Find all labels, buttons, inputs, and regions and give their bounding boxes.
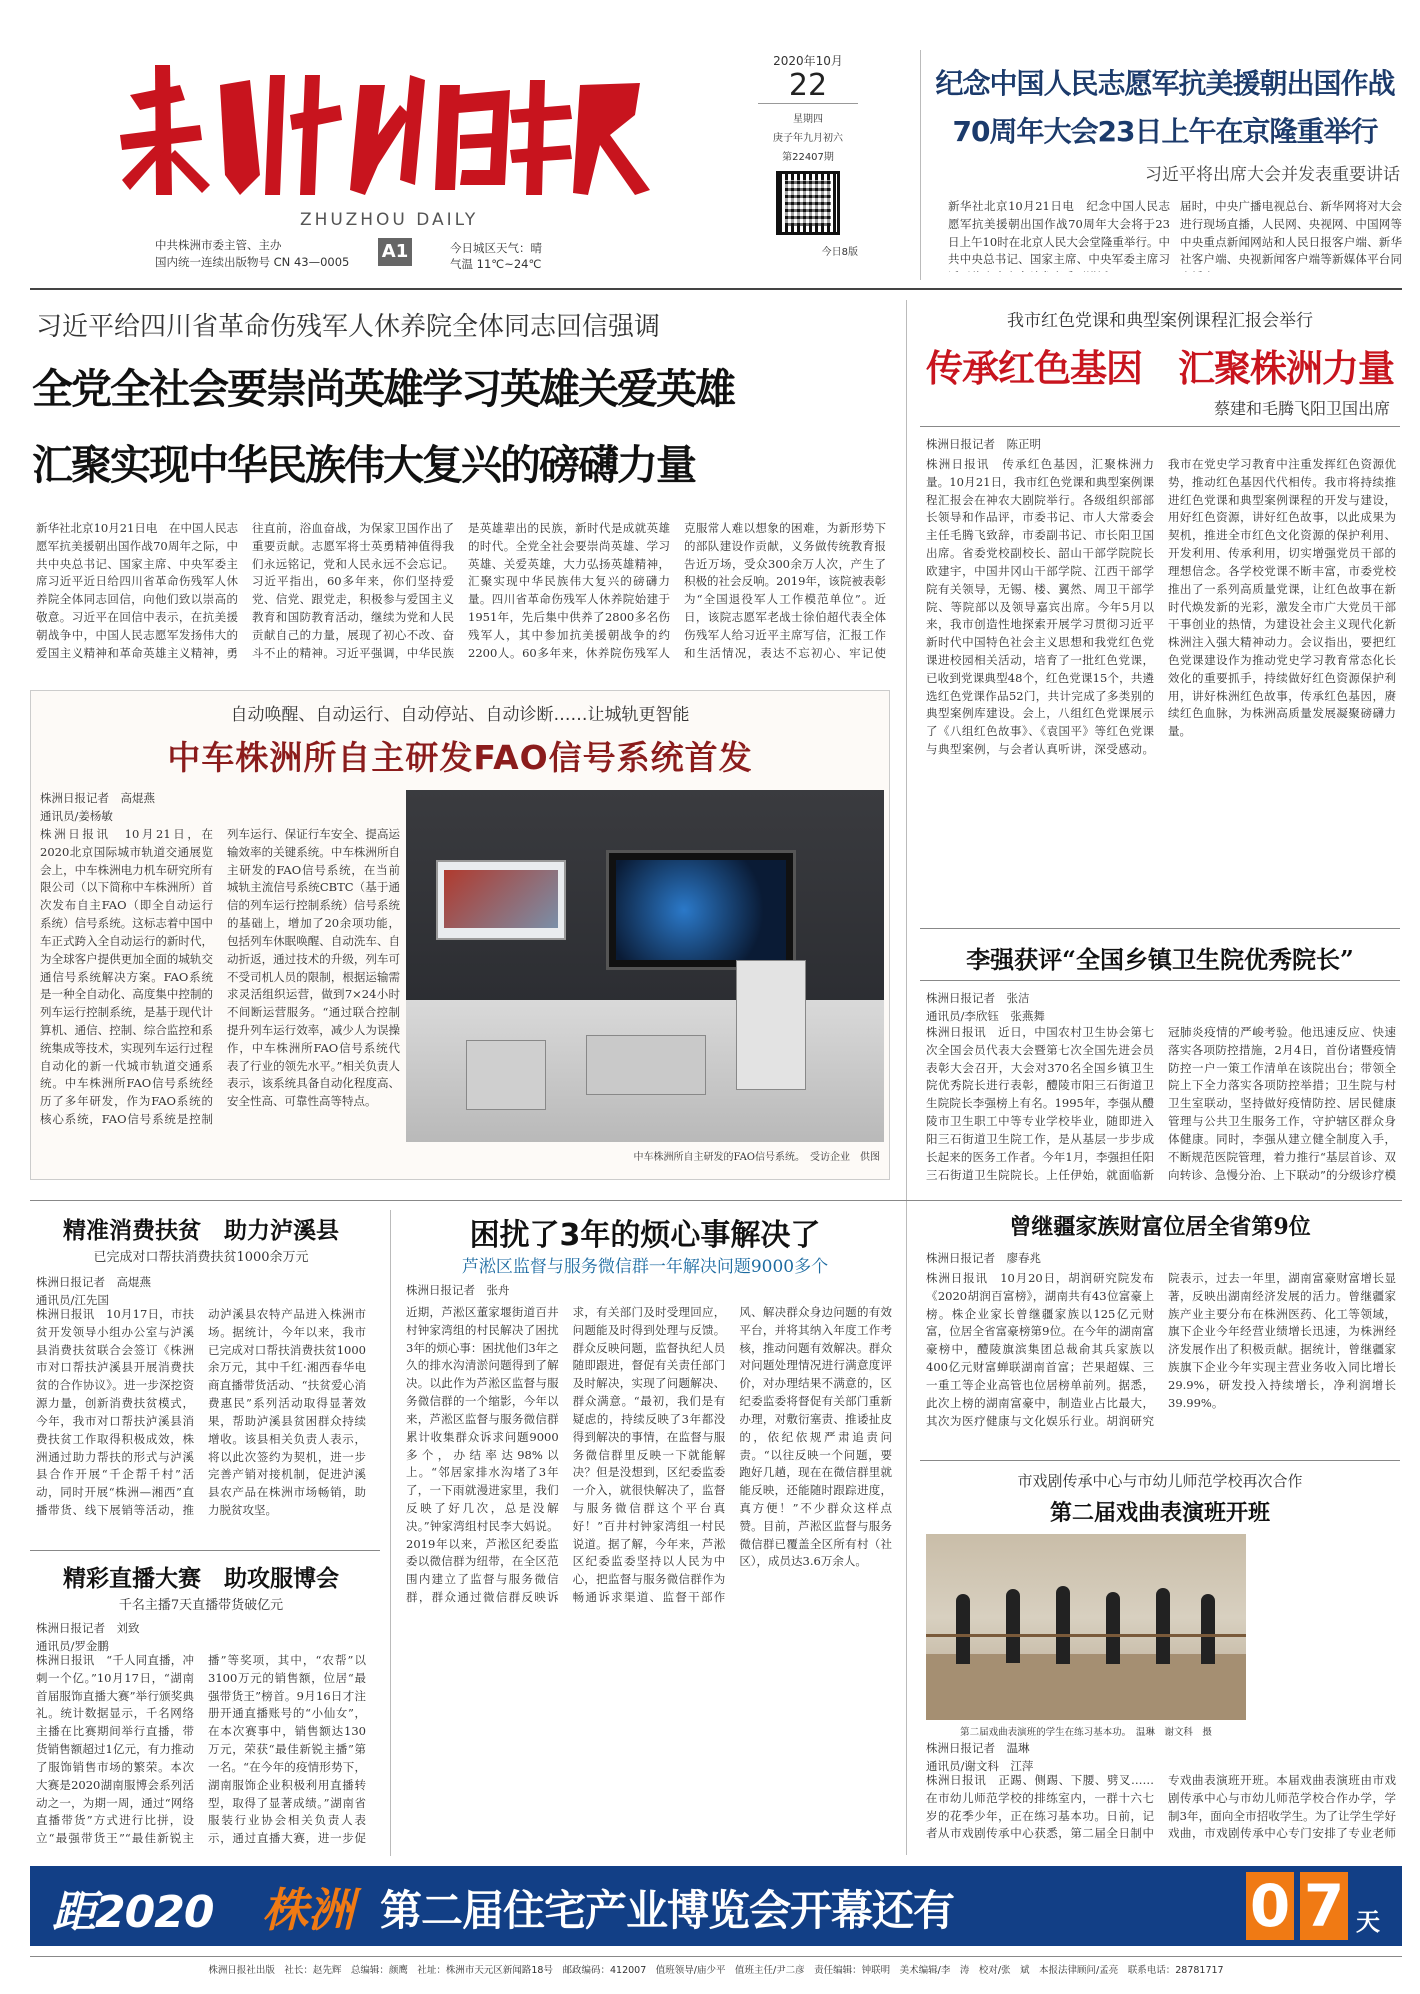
date-box xyxy=(758,52,858,272)
newspaper-logo xyxy=(110,55,670,205)
top-right-subhead: 习近平将出席大会并发表重要讲话 xyxy=(1145,165,1400,185)
party-kicker: 我市红色党课和典型案例课程汇报会举行 xyxy=(1007,311,1313,331)
weather-line-2: 气温 11℃~24℃ xyxy=(450,257,542,271)
opera-body: 株洲日报讯 正踢、侧踢、下腰、劈叉……在市幼儿师范学校的排练室内，一群十六七岁的花季少年，正在练习基本功。日前，记者从市戏剧传承中心获悉，第二届全日制中专戏曲表演班开班。本届戏曲表演班由市戏剧传承中心与市幼儿师范学校合作办学，学制3年，面向全市招收学生。为了让学生学好戏曲，市戏剧传承中心专门安排了专业老师 xyxy=(926,1773,1396,1841)
top-right-body-a: 新华社北京10月21日电 纪念中国人民志愿军抗美援朝出国作战70周年大会将于23日上午10时在北京人民大会堂隆重举行。中共中央总书记、国家主席、中央军委主席习 xyxy=(948,199,1170,267)
footer-imprint: 株洲日报社出版 社长：赵先辉 总编辑：颜鹰 社址：株洲市天元区新闻路18号 邮政编码：412007 值班领导/庙少平 值班主任/尹二彦 责任编辑：钟联明 美术编辑/李 涛 校对/张 斌 本报法律顾问/孟亮 联系电话：28781717 xyxy=(208,1965,1224,1976)
fao-headline[interactable]: 中车株洲所自主研发FAO信号系统首发 xyxy=(167,738,753,777)
fao-kicker: 自动唤醒、自动运行、自动停站、自动诊断……让城轨更智能 xyxy=(230,705,690,725)
org-line-2: 国内统一连续出版物号 CN 43—0005 xyxy=(155,255,350,269)
banner-city: 株洲 xyxy=(262,1883,354,1937)
logo-subtitle: ZHUZHOU DAILY xyxy=(300,210,479,230)
banner-prefix: 距2020 xyxy=(52,1887,214,1938)
complaint-byline: 株洲日报记者 张舟 xyxy=(406,1283,510,1297)
poverty-subhead: 已完成对口帮扶消费扶贫1000余万元 xyxy=(93,1250,309,1265)
livestream-headline[interactable]: 精彩直播大赛 助攻服博会 xyxy=(63,1565,339,1592)
doctor-body: 株洲日报讯 近日，中国农村卫生协会第七次全国会员代表大会暨第七次全国先进会员表彰大会召开，大会对370名全国乡镇卫生院优秀院长进行表彰，醴陵市阳三石街道卫生院院长李强榜上有名。1995年，李强从醴陵市卫生职工中等专业学校毕业，随即进入阳三石街道卫生院工作，是从基层一步步成长起来的医务工作者。今年1月，李强担任阳三石街道卫生院院长。上任伊始，就面临新冠肺炎疫情的严峻考验。他迅速反应、快速落实各项防控措施，2月4日，首份诸暨疫情防控一户一策工作清单在该院出台；带领全院上下全力落实各项防控举措；卫生院与村卫生室联动，坚持做好疫情防控、居民健康管理与公共卫生服务工作，守护辖区群众身体健康。同时，李强从建立健全制度入手，不断规范医院管理，着力推行“基层首诊、双向转诊、急慢分治、上下联动”的分级诊疗模 xyxy=(926,1025,1396,1182)
banner-main: 第二届住宅产业博览会开幕还有 xyxy=(380,1886,955,1935)
lead-headline-1[interactable]: 全党全社会要崇尚英雄学习英雄关爱英雄 xyxy=(32,365,734,413)
party-subhead: 蔡建和毛腾飞阳卫国出席 xyxy=(1213,399,1390,418)
wealth-body: 株洲日报讯 10月20日，胡润研究院发布《2020胡润百富榜》，湖南共有43位富豪上榜。株企业家长曾继疆家族以125亿元财富，位居全省富豪榜第9位。在今年的湖南富豪榜中，醴陵旗滨集团总裁俞其兵家族以400亿元财富蝉联湖南首富；芒果超媒、三一重工等企业高管也位居榜单前列。据悉，此次上榜的湖南富豪中，制造业占比最大，其次为医疗健康与文化娱乐行业。胡润研究院表示，过去一年里，湖南富豪财富增长显著，反映出湖南经济发展的活力。曾继疆家族产业主要分布在株洲医药、化工等领域，旗下企业今年经营业绩增长迅速，为株洲经济发展作出了积极贡献。据统计，曾继疆家族旗下企业今年实现主营业务收入同比增长29.9%，研发投入持续增长，净利润增长39.99%。 xyxy=(926,1271,1396,1428)
complaint-subhead: 芦淞区监督与服务微信群一年解决问题9000多个 xyxy=(461,1257,829,1277)
lead-kicker: 习近平给四川省革命伤残军人休养院全体同志回信强调 xyxy=(36,312,661,342)
party-body: 株洲日报讯 传承红色基因，汇聚株洲力量。10月21日，我市红色党课和典型案例课程汇报会在神农大剧院举行。各级组织部部长领导和作品评，市委书记、市人大常委会主任毛腾飞致辞，市委副书记、市长阳卫国出席。省委党校副校长、韶山干部学院院长欧建宇，中国井冈山干部学院、江西干部学院有关领导，无锡、楼、翼然、周卫干部学院、等院部以及领导嘉宾出席。今年5月以来，我市创造性地探索开展学习贯彻习近平新时代中国特色社会主义思想和我党红色党课进校园相关活动，培育了一批红色党课，已收到党课典型48个，红色党课15个，共遴选红色党课作品52门，共计完成了多类别的典型案例库建设。会上，八组红色党课展示了《八组红色故事》、《袁国平》等红色党课与典型案例，与会者认真听讲，深受感动。我市在党史学习教育中注重发挥红色资源优势，推动红色基因代代相传。我市将持续推进红色党课和典型案例课程的开发与建设，用好红色资源，讲好红色故事，以此成果为契机，推进全市红色文化资源的保护利用、开发利用、传承利用，切实增强党员干部的理想信念。各学校党课不断丰富，市委党校推出了一系列高质量党课，让红色故事在新时代焕发新的光彩，激发全市广大党员干部干事创业的热情，为建设社会主义现代化新株洲注入强大精神动力。会议指出，要把红色党课建设作为推动党史学习教育常态化长效化的重要抓手，持续做好红色资源保护利用，讲好株洲红色故事，传承红色基因，赓续红色血脉，为株洲高质量发展凝聚磅礴力量。 xyxy=(926,457,1396,756)
party-byline: 株洲日报记者 陈正明 xyxy=(926,437,1041,451)
poverty-byline: 株洲日报记者 高焜燕 通讯员/江先国 xyxy=(36,1275,151,1307)
top-right-headline-1[interactable]: 纪念中国人民志愿军抗美援朝出国作战 xyxy=(935,67,1395,100)
party-headline[interactable]: 传承红色基因 汇聚株洲力量 xyxy=(926,347,1394,390)
issue-number: 第22407期 xyxy=(782,152,834,163)
livestream-subhead: 千名主播7天直播带货破亿元 xyxy=(118,1598,284,1613)
top-right-body-b: 届时，中央广播电视总台、新华网将对大会进行现场直播，人民网、央视网、中国网等中央重点新闻网站和人民日报客户端、新华社客户端、央视新闻客户端等新媒体平台同 xyxy=(1180,199,1402,267)
complaint-headline[interactable]: 困扰了3年的烦心事解决了 xyxy=(469,1218,821,1253)
org-line-1: 中共株洲市委主管、主办 xyxy=(155,238,282,252)
fao-byline: 株洲日报记者 高焜燕 通讯员/姜杨敏 xyxy=(40,791,155,823)
doctor-byline: 株洲日报记者 张洁 通讯员/李欣钰 张燕舞 xyxy=(926,991,1045,1023)
page-number-badge: A1 xyxy=(378,238,412,266)
wealth-headline[interactable]: 曾继疆家族财富位居全省第9位 xyxy=(1009,1214,1311,1240)
banner-unit: 天 xyxy=(1356,1908,1380,1936)
livestream-byline: 株洲日报记者 刘致 通讯员/罗金鹏 xyxy=(36,1621,140,1653)
fao-photo-caption: 中车株洲所自主研发的FAO信号系统。 受访企业 供图 xyxy=(633,1152,880,1163)
doctor-headline[interactable]: 李强获评“全国乡镇卫生院优秀院长” xyxy=(966,945,1354,974)
date-day: 22 xyxy=(758,69,858,104)
lead-headline-2[interactable]: 汇聚实现中华民族伟大复兴的磅礴力量 xyxy=(32,441,695,489)
fao-photo xyxy=(406,790,884,1142)
banner-digit-1: 0 xyxy=(1246,1872,1294,1940)
livestream-body: 株洲日报讯 “千人同直播，冲刺一个亿。”10月17日，“湖南首届服饰直播大赛”举行颁奖典礼。统计数据显示，千名网络主播在比赛期间举行直播，带货销售额超过1亿元，有力推动了服饰销售市场的繁荣。本次大赛是2020湖南服博会系列活动之一，为期一周，通过“网络直播带货”方式进行比拼，设立“最强带货王”“最佳新锐主播”等奖项，其中，“农帮”以3100万元的销售额，位居“最强带货王”榜首。9月16日才注册开通直播账号的“小仙女”，在本次赛事中，销售额达130万元，荣获“最佳新锐主播”第一名。“在今年的疫情形势下，湖南服饰企业积极利用直播转型，取得了显著成绩。”湖南省服装行业协会相关负责人表示，通过直播大赛，进一步促 xyxy=(36,1653,366,1846)
opera-headline[interactable]: 第二届戏曲表演班开班 xyxy=(1049,1500,1270,1526)
wealth-byline: 株洲日报记者 廖春兆 xyxy=(926,1251,1041,1265)
top-right-headline-2[interactable]: 70周年大会23日上午在京隆重举行 xyxy=(952,115,1378,148)
opera-body-side xyxy=(1256,1534,1398,1748)
page-count: 今日8版 xyxy=(821,247,858,258)
fao-body: 株洲日报讯 10月21日，在2020北京国际城市轨道交通展览会上，中车株洲电力机车研究所有限公司（以下简称中车株洲所）首次发布自主FAO（即全自动运行系统）信号系统。这标志着中国中车正式跨入全自动运行的新时代，为全球客户提供更加全面的城轨交通信号系统解决方案。FAO系统是一种全自动化、高度集中控制的列车运行控制系统，是基于现代计算机、通信、控制、综合监控和系统集成等技术，实现列车运行过程自动化的新一代城市轨道交通系统。中车株洲所FAO信号系统经历了多年研发，作为FAO系统的核心系统，FAO信号系统是控制列车运行、保证行车安全、提高运输效率的关键系统。中车株洲所自主研发的FAO信号系统，在当前城轨主流信号系统CBTC（基于通信的列车运行控制系统）信号系统的基础上，增加了20余项功能，包括列车休眠唤醒、自动洗车、自动折返，通过技术的升级，列车可不受司机人员的限制，根据运输需求灵活组织运营，做到7×24小时不间断运营服务。“通过联合控制提升列车运行效率，减少人为误操作，中车株洲所FAO信号系统代表了行业的领先水平。”相关负责人表示，该系统具备自动化程度高、安全性高、可靠性高等特点。 xyxy=(40,827,400,1126)
date-year-month: 2020年10月 xyxy=(773,54,843,68)
weather-line-1: 今日城区天气：晴 xyxy=(450,241,542,255)
poverty-body: 株洲日报讯 10月17日，市扶贫开发领导小组办公室与泸溪县消费扶贫联合会签订《株洲市对口帮扶泸溪县开展消费扶贫的合作协议》。进一步深挖资源力量，创新消费扶贫模式，今年，我市对口帮扶泸溪县消费扶贫工作取得积极成效，株洲通过助力帮扶的形式与泸溪县合作开展“千企帮千村”活动，同时开展“株洲—湘西”直播带货、线下展销等活动，推动泸溪县农特产品进入株洲市场。据统计，今年以来，我市已完成对口帮扶消费扶贫1000余万元，其中千红·湘西春华电商直播带货活动、“扶贫爱心消费惠民”系列活动取得显著效果，帮助泸溪县贫困群众持续增收。该县相关负责人表示，将以此次签约为契机，进一步完善产销对接机制，促进泸溪县农产品在株洲市场畅销，助力脱贫攻坚。 xyxy=(36,1307,366,1517)
opera-photo xyxy=(926,1534,1246,1720)
lead-body: 新华社北京10月21日电 在中国人民志愿军抗美援朝出国作战70周年之际，中共中央总书记、国家主席、中央军委主席习近平近日给四川省革命伤残军人休养院全体同志回信，向他们致以崇高的敬意。习近平在回信中表示，在抗美援朝战争中，中国人民志愿军发扬伟大的爱国主义精神和革命英雄主义精神，勇往直前，浴血奋战，为保家卫国作出了重要贡献。志愿军将士英勇精神值得我们永远铭记，党和人民永远不会忘记。习近平指出，60多年来，你们坚持爱党、信党、跟党走，积极参与爱国主义教育和国防教育活动，继续为党和人民贡献自己的力量，展现了初心不改、奋斗不止的精神。习近平强调，中华民族是英雄辈出的民族，新时代是成就英雄的时代。全党全社会要崇尚英雄、学习英雄、关爱英雄，大力弘扬英雄精神，汇聚实现中华民族伟大复兴的磅礴力量。四川省革命伤残军人休养院始建于1951年，先后集中供养了2800多名伤残军人，其中参加抗美援朝战争的约2200人。60多年来，休养院伤残军人克服常人难以想象的困难，为新形势下的部队建设作贡献，义务做传统教育报告近万场，受众300余万人次，产生了积极的社会反响。2019年，该院被表彰为“全国退役军人工作模范单位”。近日，该院志愿军老战士徐伯超代表全体伤残军人给习近平主席写信，汇报工作和生活情况，表达不忘初心、牢记使 xyxy=(36,521,886,660)
opera-photo-caption: 第二届戏曲表演班的学生在练习基本功。 温琳 谢文科 摄 xyxy=(960,1727,1212,1738)
logo-brush-mark xyxy=(110,55,670,205)
weekday: 星期四 xyxy=(793,114,823,125)
countdown-banner[interactable] xyxy=(30,1866,1402,1946)
complaint-body: 近期，芦淞区董家堰街道百井村钟家湾组的村民解决了困扰3年的烦心事：困扰他们3年之久的排水沟清淤问题得到了解决。以此作为芦淞区监督与服务微信群的一个缩影，今年以来，芦淞区监督与服务微信群累计收集群众诉求问题9000多个，办结率达98%以上。“邻居家排水沟堵了3年了，一下雨就漫进家里，我们反映了好几次，总是没解决。”钟家湾组村民李大妈说。2019年以来，芦淞区纪委监委以微信群为纽带，在全区范围内建立了监督与服务微信群，群众通过微信群反映诉求，有关部门及时受理回应，问题能及时得到处理与反馈。群众反映问题，监督执纪人员随即跟进，督促有关责任部门及时解决，实现了问题解决、群众满意。“最初，我们是有疑虑的，持续反映了3年都没得到解决的事情，在监督与服务微信群里反映一下就能解决？但是没想到，区纪委监委一介入，就很快解决了，监督与服务微信群这个平台真好！”百井村钟家湾组一村民说道。据了解，今年来，芦淞区纪委监委坚持以人民为中心，把监督与服务微信群作为畅通诉求渠道、监督干部作风、解决群众身边问题的有效平台，并将其纳入年度工作考核，推动问题有效解决。群众对问题处理情况进行满意度评价，对办理结果不满意的，区纪委监委将督促有关部门重新办理，对敷衍塞责、推诿扯皮的，依纪依规严肃追责问责。“以往反映一个问题，要跑好几趟，现在在微信群里就能反映，还能随时跟踪进度，真方便！”不少群众这样点赞。目前，芦淞区监督与服务微信群已覆盖全区所有村（社区），成员达3.6万余人。 xyxy=(406,1305,892,1604)
banner-digit-2: 7 xyxy=(1300,1872,1348,1940)
poverty-headline[interactable]: 精准消费扶贫 助力泸溪县 xyxy=(63,1217,339,1244)
opera-kicker: 市戏剧传承中心与市幼儿师范学校再次合作 xyxy=(1017,1472,1303,1490)
lunar-date: 庚子年九月初六 xyxy=(773,133,843,144)
qr-code[interactable] xyxy=(776,171,840,235)
opera-byline: 株洲日报记者 温琳 通讯员/谢文科 江萍 xyxy=(926,1741,1034,1773)
